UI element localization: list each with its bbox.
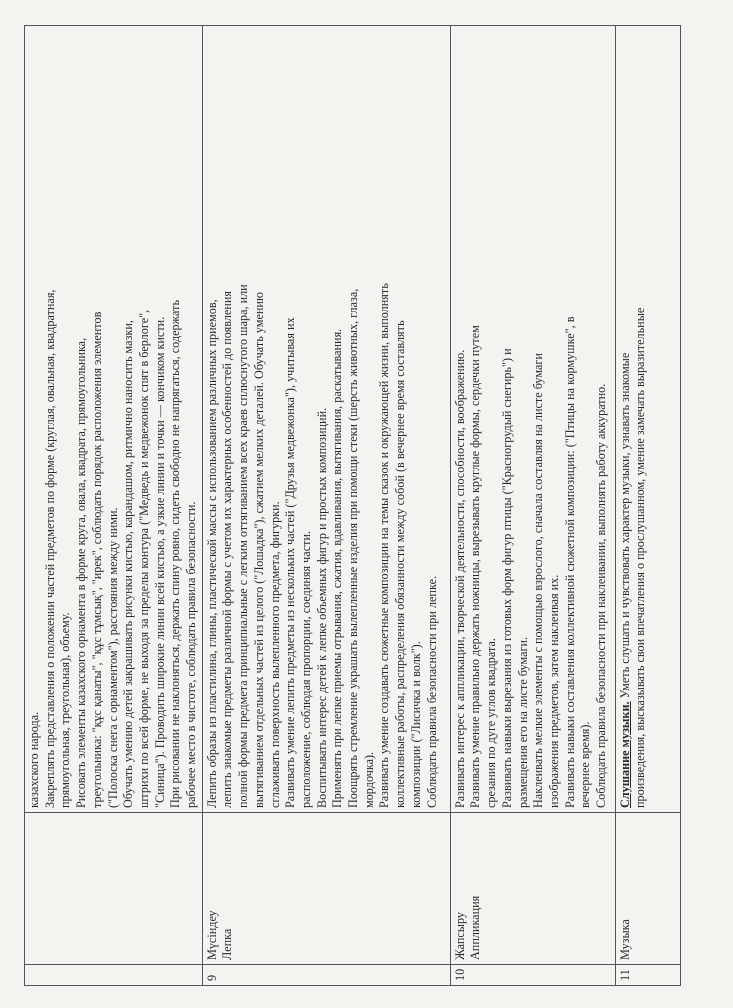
content-line: лепить знакомые предметы различной формы с учетом их характерных особенностей до появления: [220, 291, 235, 808]
content-line: Воспитывать интерес детей к лепке объемных фигур и простых композиций.: [314, 407, 329, 808]
content-line: Закреплять представления о положении частей предметов по форме (круглая, овальная, квадратная,: [42, 289, 57, 808]
subject-cell: [202, 813, 450, 965]
content-line: размещения его на листе бумаги.: [515, 636, 530, 808]
content-cell: [202, 26, 450, 813]
content-line: рабочее место в чистоте, соблюдать правила безопасности.: [184, 501, 199, 808]
subject-kz: Мүсіндеу: [204, 910, 219, 960]
subject-ru: Аппликация: [468, 895, 483, 960]
table-row: [25, 26, 203, 986]
content-line: Соблюдать правила безопасности при наклеивании, выполнять работу аккуратно.: [594, 383, 609, 808]
content-line: [618, 30, 634, 808]
content-line: вытягиванием отдельных частей из целого ("Лошадка"), сжатием мелких деталей. Обучать умению: [251, 291, 266, 808]
content-line: Развивать навыки вырезания из готовых форм фигур птицы ("Красногрудый снегирь") и: [499, 348, 514, 808]
content-line: Развивать умение создавать сюжетные композиции на темы сказок и окружающей жизни, выполнять: [377, 283, 392, 808]
content-line: Обучать умению детей закрашивать рисунки кистью, карандашом, ритмично наносить мазки,: [121, 320, 136, 808]
content-line: Рисовать элементы казахского орнамента в форме круга, овала, квадрата, прямоугольника,: [74, 337, 89, 808]
subject-kz: Музыка: [617, 919, 632, 960]
content-line: При рисовании не наклоняться, держать спину ровно, сидеть свободно не напрягаться, содержать: [168, 299, 183, 808]
row-number: 9: [202, 965, 450, 986]
content-line: Развивать умение правильно держать ножницы, вырезывать круглые формы, сердечки путем: [468, 325, 483, 808]
content-line: Соблюдать правила безопасности при лепке.: [424, 575, 439, 808]
content-cell: [615, 26, 680, 813]
content-line: изображения предметов, затем наклеивая их.: [546, 574, 561, 808]
content-line: вечернее время).: [578, 721, 593, 808]
content-line: Развивать навыки составления коллективной сюжетной композиции: ("Птицы на кормушке", в: [562, 316, 577, 808]
content-line: казахского народа.: [27, 711, 41, 808]
content-cell: [450, 26, 615, 813]
content-line: коллективные работы, распределения обязанности между собой (в вечернее время составлять: [393, 320, 408, 808]
table-row: [450, 26, 615, 986]
row-number: [25, 965, 203, 986]
subject-cell: [25, 813, 203, 965]
subject-kz: Жапсыру: [452, 911, 467, 960]
rotated-page: [24, 26, 724, 986]
content-line: сглаживать поверхность вылепленного предмета, фигурки.: [267, 501, 282, 808]
curriculum-table: [24, 25, 681, 986]
content-line: Развивать интерес к аппликации, творческой деятельности, способности, воображению.: [452, 349, 467, 808]
content-line-tail: Уметь слушать и чувствовать характер музыки, узнавать знакомые: [617, 352, 632, 702]
content-line: "Синица"). Проводить широкие линии всей кистью, а узкие линии и точки — кончиком кисти.: [152, 316, 167, 808]
content-line: Наклеивать мелкие элементы с помощью взрослого, сначала составляя на листе бумаги: [531, 353, 546, 808]
content-line: композиции ("Лисичка и волк").: [408, 641, 423, 808]
content-line: Лепить образы из пластилина, глины, пластической массы с использованием различных приемов,: [204, 299, 219, 808]
content-line: расположение, соблюдая пропорции, соединяя части.: [298, 530, 313, 808]
content-line: прямоугольная, треугольная), объему.: [58, 612, 73, 808]
content-line: ("Полоска снега с орнаментом"), расстояния между ними.: [105, 507, 120, 808]
content-line: Поощрять стремление украшать вылепленные изделия при помощи стеки (шерсть животных, глаза,: [346, 288, 361, 808]
table-row: [202, 26, 450, 986]
content-line: полной формы предмета принципиальные с легким оттягиванием всех краев сплюснутого шара, или: [236, 284, 251, 808]
subject-cell: [615, 813, 680, 965]
content-line: произведения, высказывать свои впечатления о прослушанном, умение замечать выразительные: [633, 307, 648, 808]
content-line: срезания по дуге углов квадрата.: [484, 638, 499, 808]
content-line: мордочка).: [361, 751, 376, 808]
content-line: Развивать умение лепить предметы из нескольких частей ("Друзья медвежонка"), учитывая их: [283, 317, 298, 808]
content-line: штрихи по всей форме, не выходя за пределы контура ("Медведь и медвежонок спят в берлоге",: [136, 309, 151, 808]
row-number: 11: [615, 965, 680, 986]
row-number: 10: [450, 965, 615, 986]
table-row: [615, 26, 680, 986]
content-cell: [25, 26, 203, 813]
content-line: треугольника: "құс қанаты", "құс тұмсық", "ирек", соблюдать порядок расположения элементов: [89, 311, 104, 808]
subject-ru: Лепка: [220, 928, 235, 960]
music-listening-heading: Слушание музыки.: [617, 701, 632, 808]
content-line: Применять при лепке приемы отрывания, сжатия, вдавливания, вытягивания, раскатывания.: [330, 328, 345, 808]
table-body: [25, 26, 681, 986]
subject-cell: [450, 813, 615, 965]
